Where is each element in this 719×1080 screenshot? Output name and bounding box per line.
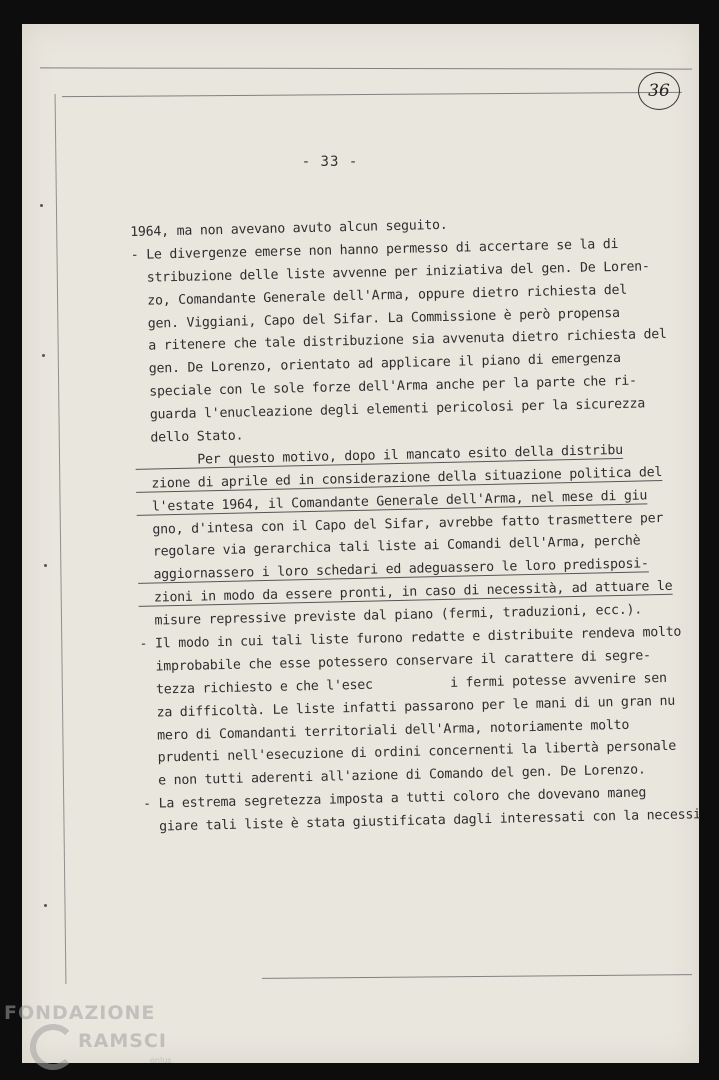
- text-line: gen. De Lorenzo, orientato ad applicare il piano di emergenza: [133, 351, 621, 378]
- watermark-line-2: RAMSCI: [78, 1030, 167, 1052]
- top-border-line: [40, 67, 692, 69]
- left-border-line: [55, 94, 67, 984]
- text-line: a ritenere che tale distribuzione sia avvenuta dietro richiesta del: [132, 327, 667, 355]
- text-line: l'estate 1964, il Comandante Generale dell'Arma, nel mese di giu: [136, 488, 648, 515]
- watermark-line-1: FONDAZIONE: [4, 1002, 156, 1024]
- text-line: zioni in modo da essere pronti, in caso di necessità, ad attuare le: [138, 579, 673, 607]
- text-line: speciale con le sole forze dell'Arma anche per la parte che ri-: [133, 373, 637, 401]
- text-line: guarda l'enucleazione degli elementi pericolosi per la sicurezza: [134, 396, 646, 424]
- page-speck: [40, 204, 43, 207]
- page-number: - 33 -: [301, 154, 359, 170]
- text-line: - Il modo in cui tali liste furono redatte e distribuite rendeva molto: [139, 624, 682, 652]
- text-line: stribuzione delle liste avvenne per iniziativa del gen. De Loren-: [131, 259, 650, 286]
- text-line: zo, Comandante Generale dell'Arma, oppure dietro richiesta del: [131, 282, 628, 309]
- bottom-border-line: [262, 974, 692, 979]
- document-body: [130, 210, 702, 839]
- text-line: misure repressive previste dal piano (fermi, traduzioni, ecc.).: [138, 602, 643, 630]
- text-line: zione di aprile ed in considerazione della situazione politica del: [135, 464, 663, 492]
- page-speck: [42, 354, 45, 357]
- text-line: gen. Viggiani, Capo del Sifar. La Commissione è però propensa: [132, 305, 620, 332]
- text-line: prudenti nell'esecuzione di ordini concernenti la libertà personale: [142, 739, 677, 767]
- watermark-g-logo-icon: [30, 1024, 76, 1070]
- text-line: improbabile che esse potessero conservare il carattere di segre-: [139, 648, 651, 675]
- text-line: giare tali liste è stata giustificata dagli interessati con la necessi: [143, 807, 702, 835]
- text-line: - Le divergenze emerse non hanno permesso di accertare se la di: [130, 236, 619, 263]
- archive-number-stamp: 36: [638, 72, 680, 110]
- text-line: aggiornassero i loro schedari ed adeguassero le loro predisposi-: [137, 556, 649, 584]
- text-line: dello Stato.: [134, 428, 244, 446]
- text-line: za difficoltà. Le liste infatti passarono per le mani di un gran nu: [140, 693, 676, 721]
- page-speck: [44, 904, 47, 907]
- text-line: regolare via gerarchica tali liste ai Comandi dell'Arma, perchè: [137, 533, 641, 561]
- text-line: - La estrema segretezza imposta a tutti coloro che dovevano maneg: [143, 785, 647, 813]
- text-line: Per questo motivo, dopo il mancato esito della distribu: [135, 442, 624, 469]
- text-line: e non tutti aderenti all'azione di Comando del gen. De Lorenzo.: [142, 762, 646, 790]
- text-line: mero di Comandanti territoriali dell'Arma, notoriamente molto: [141, 717, 630, 744]
- text-line: tezza richiesto e che l'esec i fermi potesse avvenire sen: [140, 670, 667, 698]
- watermark-onlus: onlus: [150, 1056, 172, 1065]
- text-line: 1964, ma non avevano avuto alcun seguito.: [130, 217, 448, 240]
- fondazione-gramsci-watermark: [4, 1000, 204, 1076]
- page-speck: [44, 564, 47, 567]
- text-line: gno, d'intesa con il Capo del Sifar, avrebbe fatto trasmettere per: [136, 510, 664, 538]
- inner-top-border-line: [62, 92, 682, 97]
